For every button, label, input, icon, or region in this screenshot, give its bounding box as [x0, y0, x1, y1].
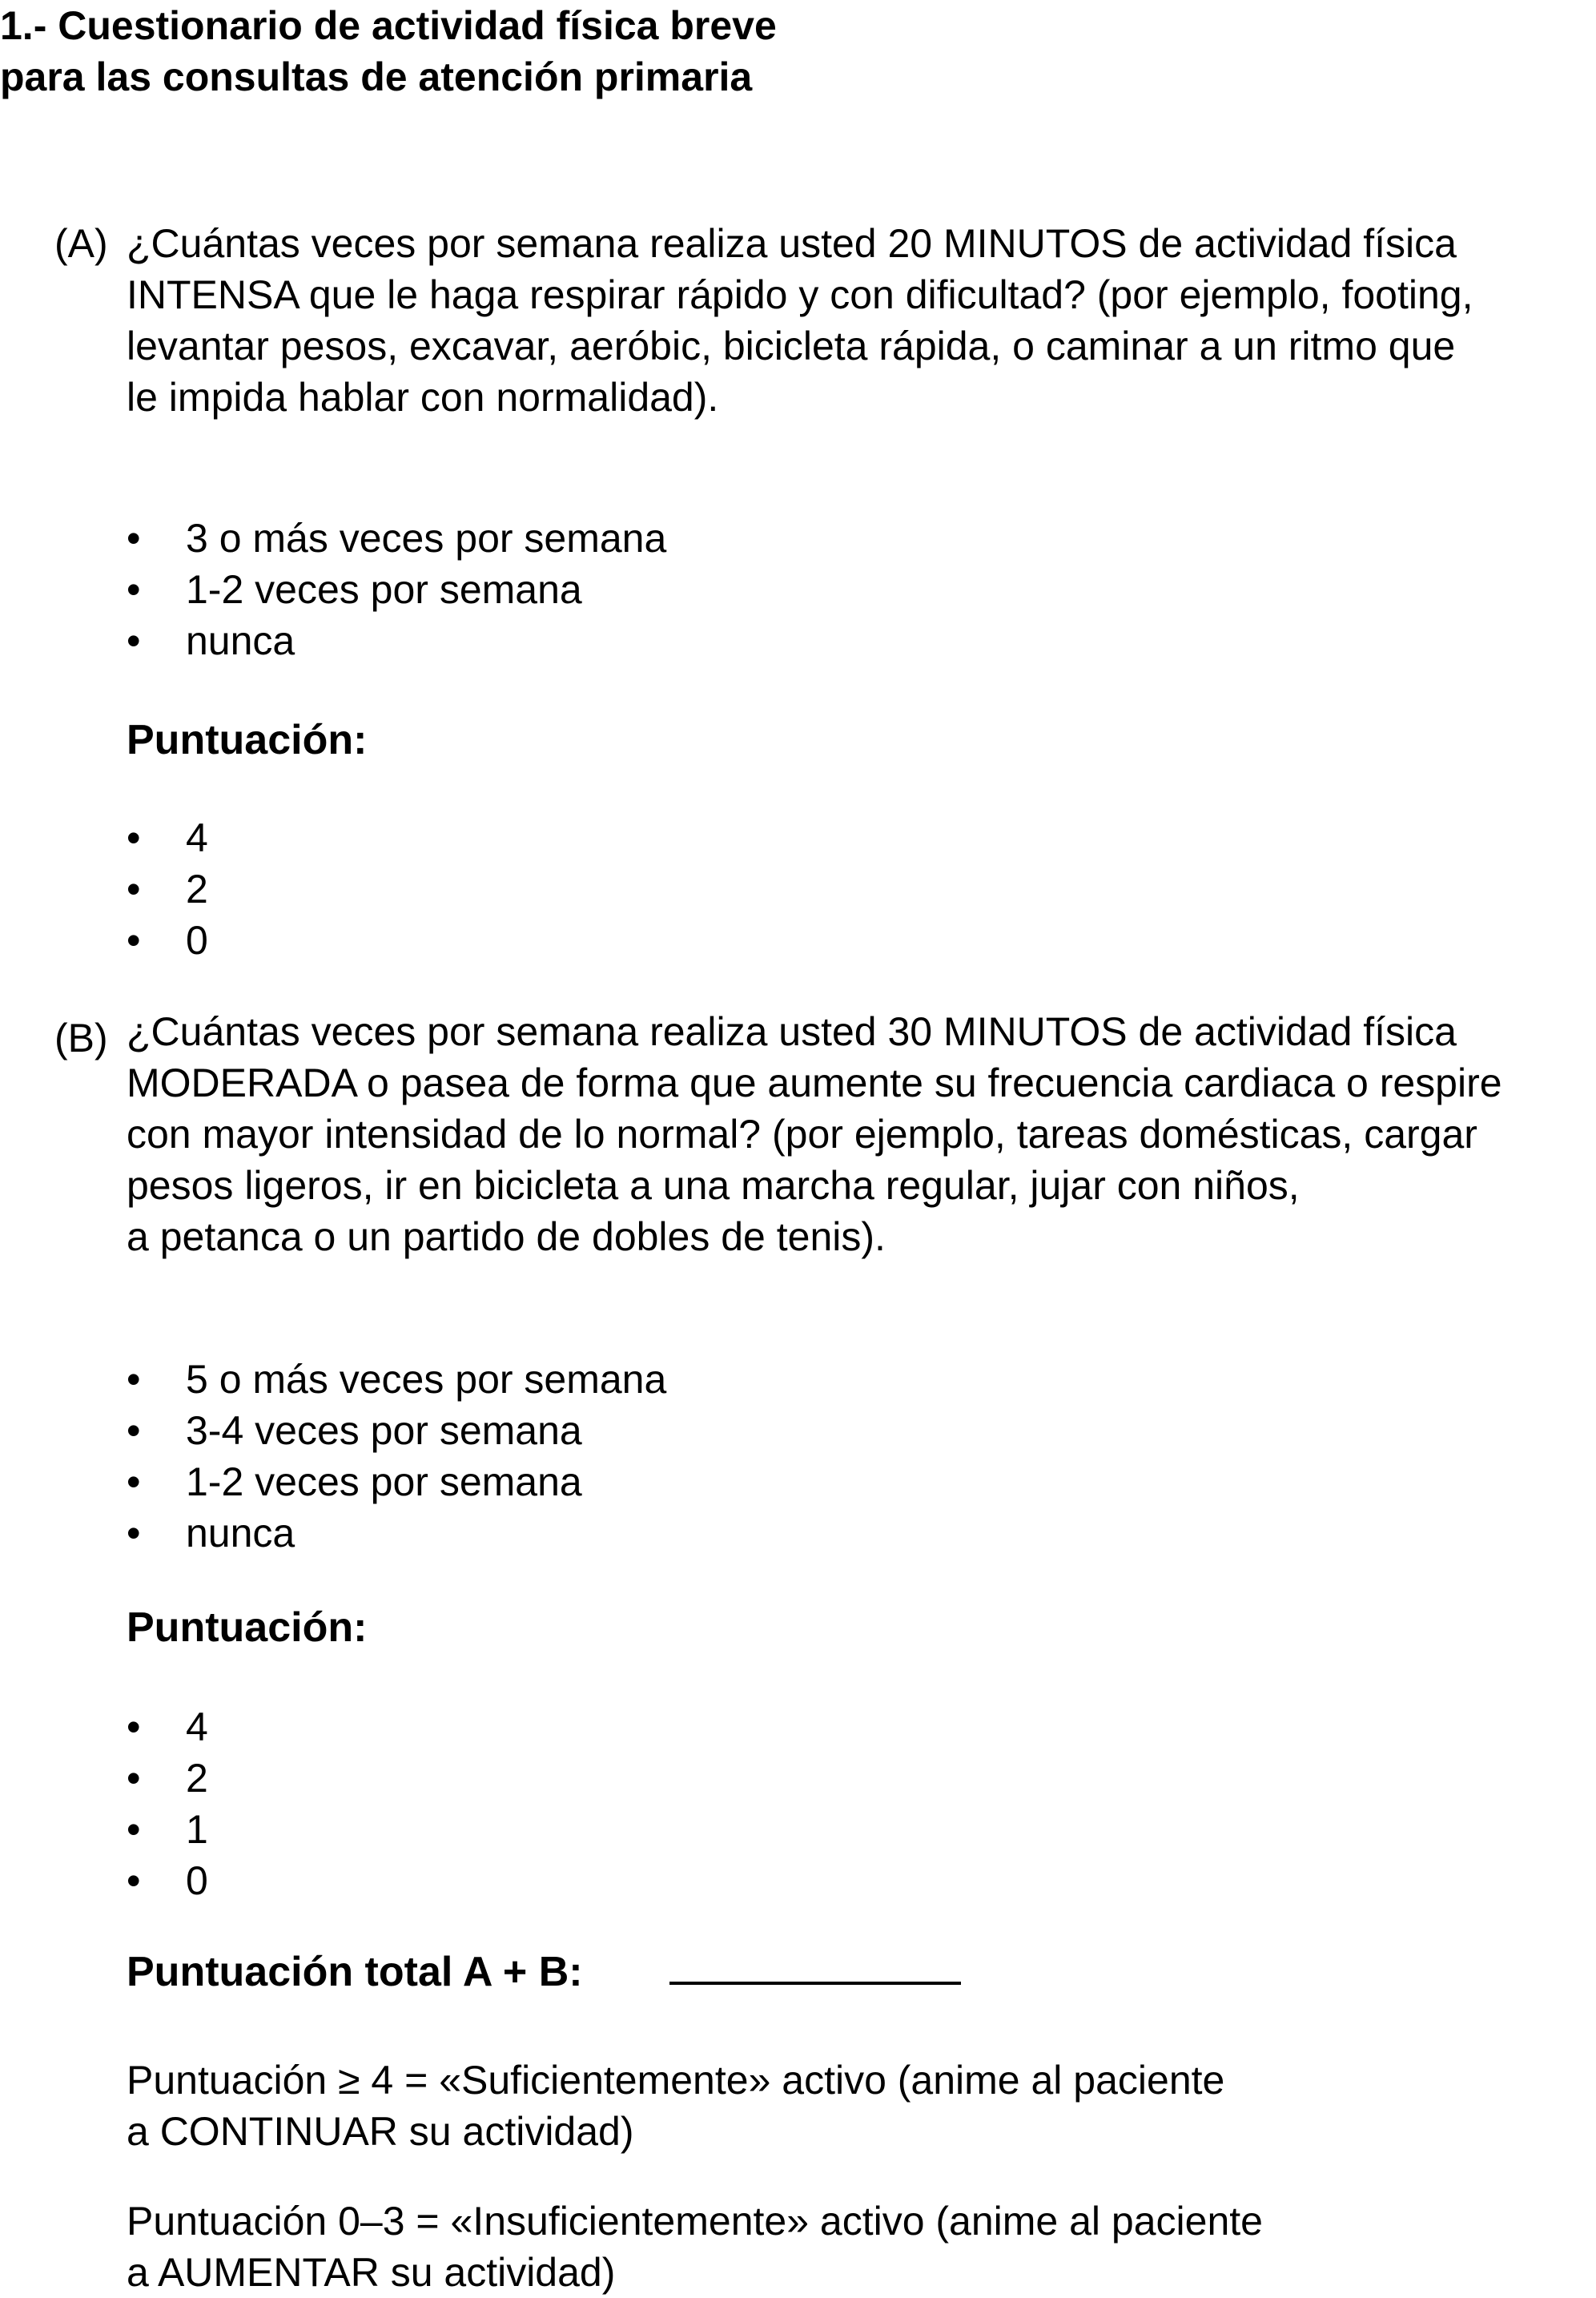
question-a-text-line: levantar pesos, excavar, aeróbic, bicicleta rápida, o caminar a un ritmo que	[127, 324, 1456, 368]
question-b-score: 1	[186, 1807, 208, 1852]
question-b-score: 0	[186, 1858, 208, 1903]
question-b-text-line: pesos ligeros, ir en bicicleta a una marcha regular, jujar con niños,	[127, 1163, 1300, 1208]
total-score-label: Puntuación total A + B:	[127, 1949, 583, 1995]
bullet-icon: •	[127, 1459, 141, 1504]
question-b-text-line: a petanca o un partido de dobles de tenis).	[127, 1214, 886, 1259]
bullet-icon: •	[127, 1858, 141, 1903]
question-a-text-line: le impida hablar con normalidad).	[127, 375, 719, 420]
interpretation-sufficient-line: Puntuación ≥ 4 = «Suficientemente» activo (anime al paciente	[127, 2058, 1225, 2103]
question-b-text-line: ¿Cuántas veces por semana realiza usted 30 MINUTOS de actividad física	[127, 1009, 1457, 1054]
bullet-icon: •	[127, 1704, 141, 1749]
interpretation-insufficient-line: Puntuación 0–3 = «Insuficientemente» activo (anime al paciente	[127, 2199, 1263, 2244]
question-b-option: 5 o más veces por semana	[186, 1357, 667, 1402]
bullet-icon: •	[127, 918, 141, 963]
page-title-line-1: 1.- Cuestionario de actividad física breve	[0, 3, 777, 48]
question-b-text-line: MODERADA o pasea de forma que aumente su frecuencia cardiaca o respire	[127, 1060, 1502, 1105]
interpretation-insufficient-line: a AUMENTAR su actividad)	[127, 2250, 616, 2295]
question-a-option: 1-2 veces por semana	[186, 567, 582, 612]
bullet-icon: •	[127, 618, 141, 663]
question-a-score-heading: Puntuación:	[127, 717, 368, 763]
question-a-score: 0	[186, 918, 208, 963]
bullet-icon: •	[127, 1511, 141, 1555]
question-b-score-heading: Puntuación:	[127, 1604, 368, 1651]
question-b-option: nunca	[186, 1511, 295, 1555]
question-a-option: nunca	[186, 618, 295, 663]
bullet-icon: •	[127, 1408, 141, 1453]
bullet-icon: •	[127, 867, 141, 912]
question-b-score: 4	[186, 1704, 208, 1749]
question-a-score: 4	[186, 815, 208, 860]
bullet-icon: •	[127, 516, 141, 561]
total-score-blank[interactable]	[669, 1982, 961, 1985]
question-a-score: 2	[186, 867, 208, 912]
question-a-option: 3 o más veces por semana	[186, 516, 667, 561]
question-b-option: 3-4 veces por semana	[186, 1408, 582, 1453]
bullet-icon: •	[127, 1357, 141, 1402]
interpretation-sufficient-line: a CONTINUAR su actividad)	[127, 2109, 634, 2154]
question-a-text-line: INTENSA que le haga respirar rápido y con dificultad? (por ejemplo, footing,	[127, 272, 1473, 317]
question-b-option: 1-2 veces por semana	[186, 1459, 582, 1504]
question-b-score: 2	[186, 1756, 208, 1801]
question-b-text-line: con mayor intensidad de lo normal? (por ejemplo, tareas domésticas, cargar	[127, 1112, 1477, 1157]
bullet-icon: •	[127, 1756, 141, 1801]
bullet-icon: •	[127, 1807, 141, 1852]
bullet-icon: •	[127, 567, 141, 612]
question-a-text-line: ¿Cuántas veces por semana realiza usted 20 MINUTOS de actividad física	[127, 221, 1457, 266]
bullet-icon: •	[127, 815, 141, 860]
page-title-line-2: para las consultas de atención primaria	[0, 54, 753, 99]
question-b-letter: (B)	[54, 1016, 108, 1060]
question-a-letter: (A)	[54, 221, 108, 266]
